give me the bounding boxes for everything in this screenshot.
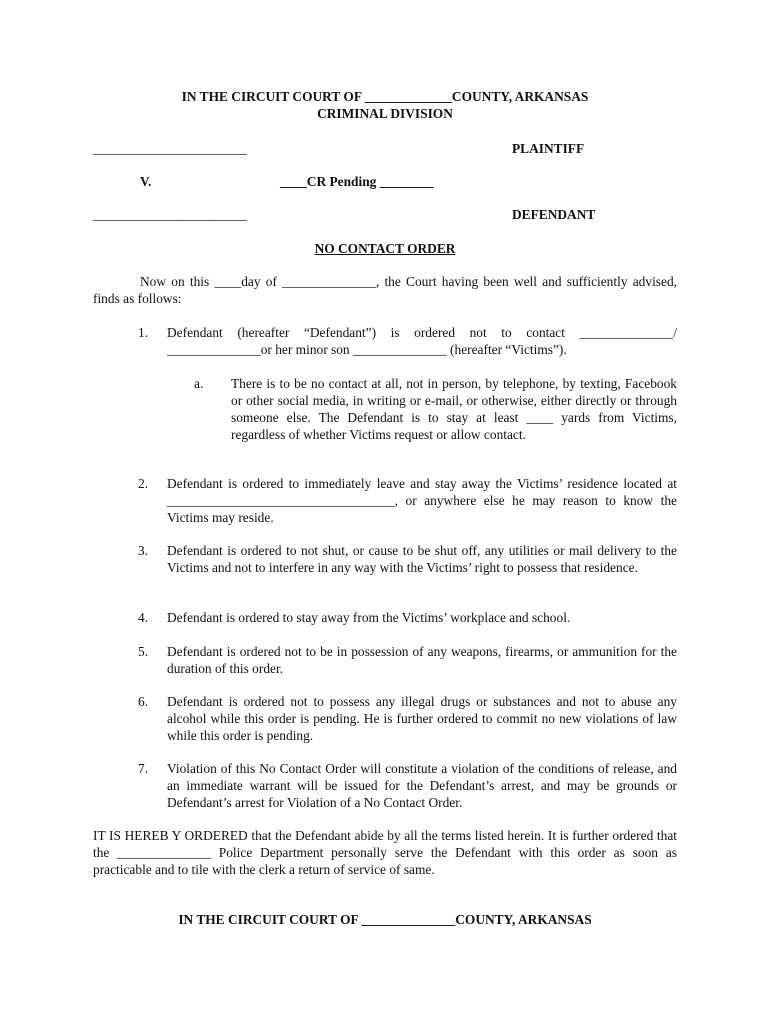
footer-court-heading: IN THE CIRCUIT COURT OF ______________COUNTY, ARKANSAS xyxy=(178,912,592,927)
subitem-letter: a. xyxy=(194,376,204,391)
item-text: Defendant is ordered to not shut, or cause to be shut off, any utilities or mail delivery to the Victims and not to interfere in any way with the Victims’ right to possess that residence. xyxy=(167,543,677,575)
item-number: 1. xyxy=(138,325,149,340)
item-text: Defendant is ordered to immediately leave and stay away the Victims’ residence located at __________________________________, or anywhere else he may reason to know the Victims may reside. xyxy=(167,476,677,525)
item-number: 3. xyxy=(138,543,149,558)
item-text: Defendant is ordered not to be in possession of any weapons, firearms, or ammunition for the duration of this order. xyxy=(167,644,677,676)
item-number: 5. xyxy=(138,644,149,659)
intro-paragraph: Now on this ____day of ______________, the Court having been well and sufficiently advised, finds as follows: xyxy=(93,274,677,306)
item-number: 4. xyxy=(138,610,149,625)
document-title: NO CONTACT ORDER xyxy=(314,241,456,256)
plaintiff-label: PLAINTIFF xyxy=(512,141,585,156)
item-text: Violation of this No Contact Order will constitute a violation of the conditions of release, and an immediate warrant will be issued for the Defendant’s arrest, and may be grounds or Defendant’s arrest for Violation of a No Contact Order. xyxy=(167,761,677,810)
item-number: 7. xyxy=(138,761,149,776)
versus-label: V. xyxy=(140,174,152,189)
item-text: Defendant (hereafter “Defendant”) is ordered not to contact ______________/ ______________or her minor son ______________ (hereafter “Victims”). xyxy=(167,325,677,357)
case-number: ____CR Pending ________ xyxy=(280,174,434,189)
closing-paragraph: IT IS HEREB Y ORDERED that the Defendant abide by all the terms listed herein. It is further ordered that the ______________ Police Department personally serve the Defendant with this order as soon as practicable and to tile with the clerk a return of service of same. xyxy=(93,828,677,877)
defendant-label: DEFENDANT xyxy=(512,207,596,222)
item-text: Defendant is ordered to stay away from the Victims’ workplace and school. xyxy=(167,610,571,625)
plaintiff-blank: _______________________ xyxy=(93,141,247,156)
division-heading: CRIMINAL DIVISION xyxy=(317,106,453,121)
item-text: Defendant is ordered not to possess any illegal drugs or substances and not to abuse any alcohol while this order is pending. He is further ordered to commit no new violations of law while this order is pending. xyxy=(167,694,677,743)
item-number: 2. xyxy=(138,476,149,491)
subitem-text: There is to be no contact at all, not in person, by telephone, by texting, Facebook or other social media, in writing or e-mail, or otherwise, either directly or through someone else. The Defendant is to stay at least ____ yards from Victims, regardless of whether Victims request or allow contact. xyxy=(231,376,677,442)
court-heading: IN THE CIRCUIT COURT OF _____________COUNTY, ARKANSAS xyxy=(181,89,589,104)
item-number: 6. xyxy=(138,694,149,709)
defendant-blank: _______________________ xyxy=(93,207,247,222)
